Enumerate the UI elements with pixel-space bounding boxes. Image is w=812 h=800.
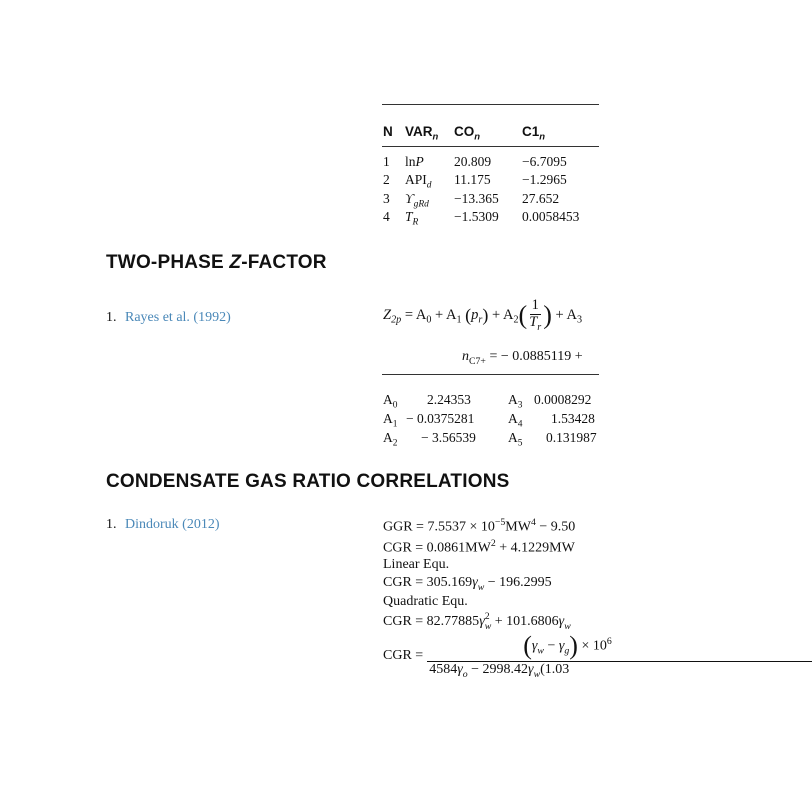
table-header-co: $CO_n$ [454,124,481,143]
row-n: 3 [383,191,390,206]
item-number: 1. [106,310,117,325]
coeff-a0-name: $A_0$ [383,392,398,411]
list-item [106,517,220,533]
row-var: $ϒ_{gRd}$ [405,191,429,210]
reference-link-dindoruk[interactable]: Dindoruk (2012) [125,517,220,532]
table-header-var: $VAR_n$ [405,124,439,143]
coeff-table-rule [382,374,599,375]
equation-nc7: $n_{C7+}$ = − 0.0885119 + [462,349,583,367]
item-number: 1. [106,517,117,532]
row-n: 4 [383,209,390,224]
equation-ggr: GGR = $7.5537 \times 10^{-5}MW^4 - 9.50$ [383,517,576,535]
row-c1: 0.0058453 [522,209,580,224]
equation-cgr-linear: CGR = $305.169\gamma_w - 196.2995$ [383,575,552,593]
label-linear: Linear Equ. [383,557,450,572]
list-item [106,310,231,326]
label-quadratic: Quadratic Equ. [383,594,468,609]
table-top-rule [382,104,599,105]
coeff-a1-value: − 0.0375281 [406,411,475,426]
row-c1: −6.7095 [522,154,567,169]
coeff-a4-value: 1.53428 [551,411,595,426]
coeff-a5-value: 0.131987 [546,430,597,445]
row-co: 11.175 [454,172,491,187]
equation-cgr-mw: CGR = $0.0861MW^2 + 4.1229MW$ [383,538,575,556]
coeff-a2-name: $A_2$ [383,430,398,449]
table-header-c1: $C1_n$ [522,124,546,143]
row-co: −13.365 [454,191,499,206]
table-header-n: N [383,124,393,139]
row-var: $T_R$ [405,209,419,228]
coeff-a3-name: $A_3$ [508,392,523,411]
section-heading-two-phase: TWO-PHASE Z-FACTOR [106,252,327,273]
section-heading-cgr: CONDENSATE GAS RATIO CORRELATIONS [106,471,510,492]
row-co: −1.5309 [454,209,499,224]
row-c1: 27.652 [522,191,560,206]
coeff-a2-value: − 3.56539 [421,430,476,445]
row-n: 2 [383,172,390,187]
row-var: $API_d$ [405,172,432,191]
coeff-a5-name: $A_5$ [508,430,523,449]
coeff-a3-value: 0.0008292 [534,392,592,407]
row-c1: −1.2965 [522,172,567,187]
row-n: 1 [383,154,390,169]
coeff-a4-name: $A_4$ [508,411,523,430]
row-var: lnP [405,154,424,169]
coeff-a0-value: 2.24353 [427,392,471,407]
equation-cgr-quadratic: CGR = 82.77885γ 2 w + $101.6806\gamma_w$ [383,611,571,632]
row-co: 20.809 [454,154,492,169]
table-header-rule [382,146,599,147]
coeff-a1-name: $A_1$ [383,411,398,430]
reference-link-rayes[interactable]: Rayes et al. (1992) [125,310,231,325]
equation-cgr-fraction: CGR = $\frac{(\gamma_w - \gamma_g) \times 10^6}{4584\gamma_o - 2998.42\gamma_w(1.03}$ [383,632,812,680]
equation-z2p: $Z_{2p} = A_0 + A_1$ $(p_r) + A_2$( $\frac{1}{T_r}$ ) + $A_3$ [383,297,583,333]
